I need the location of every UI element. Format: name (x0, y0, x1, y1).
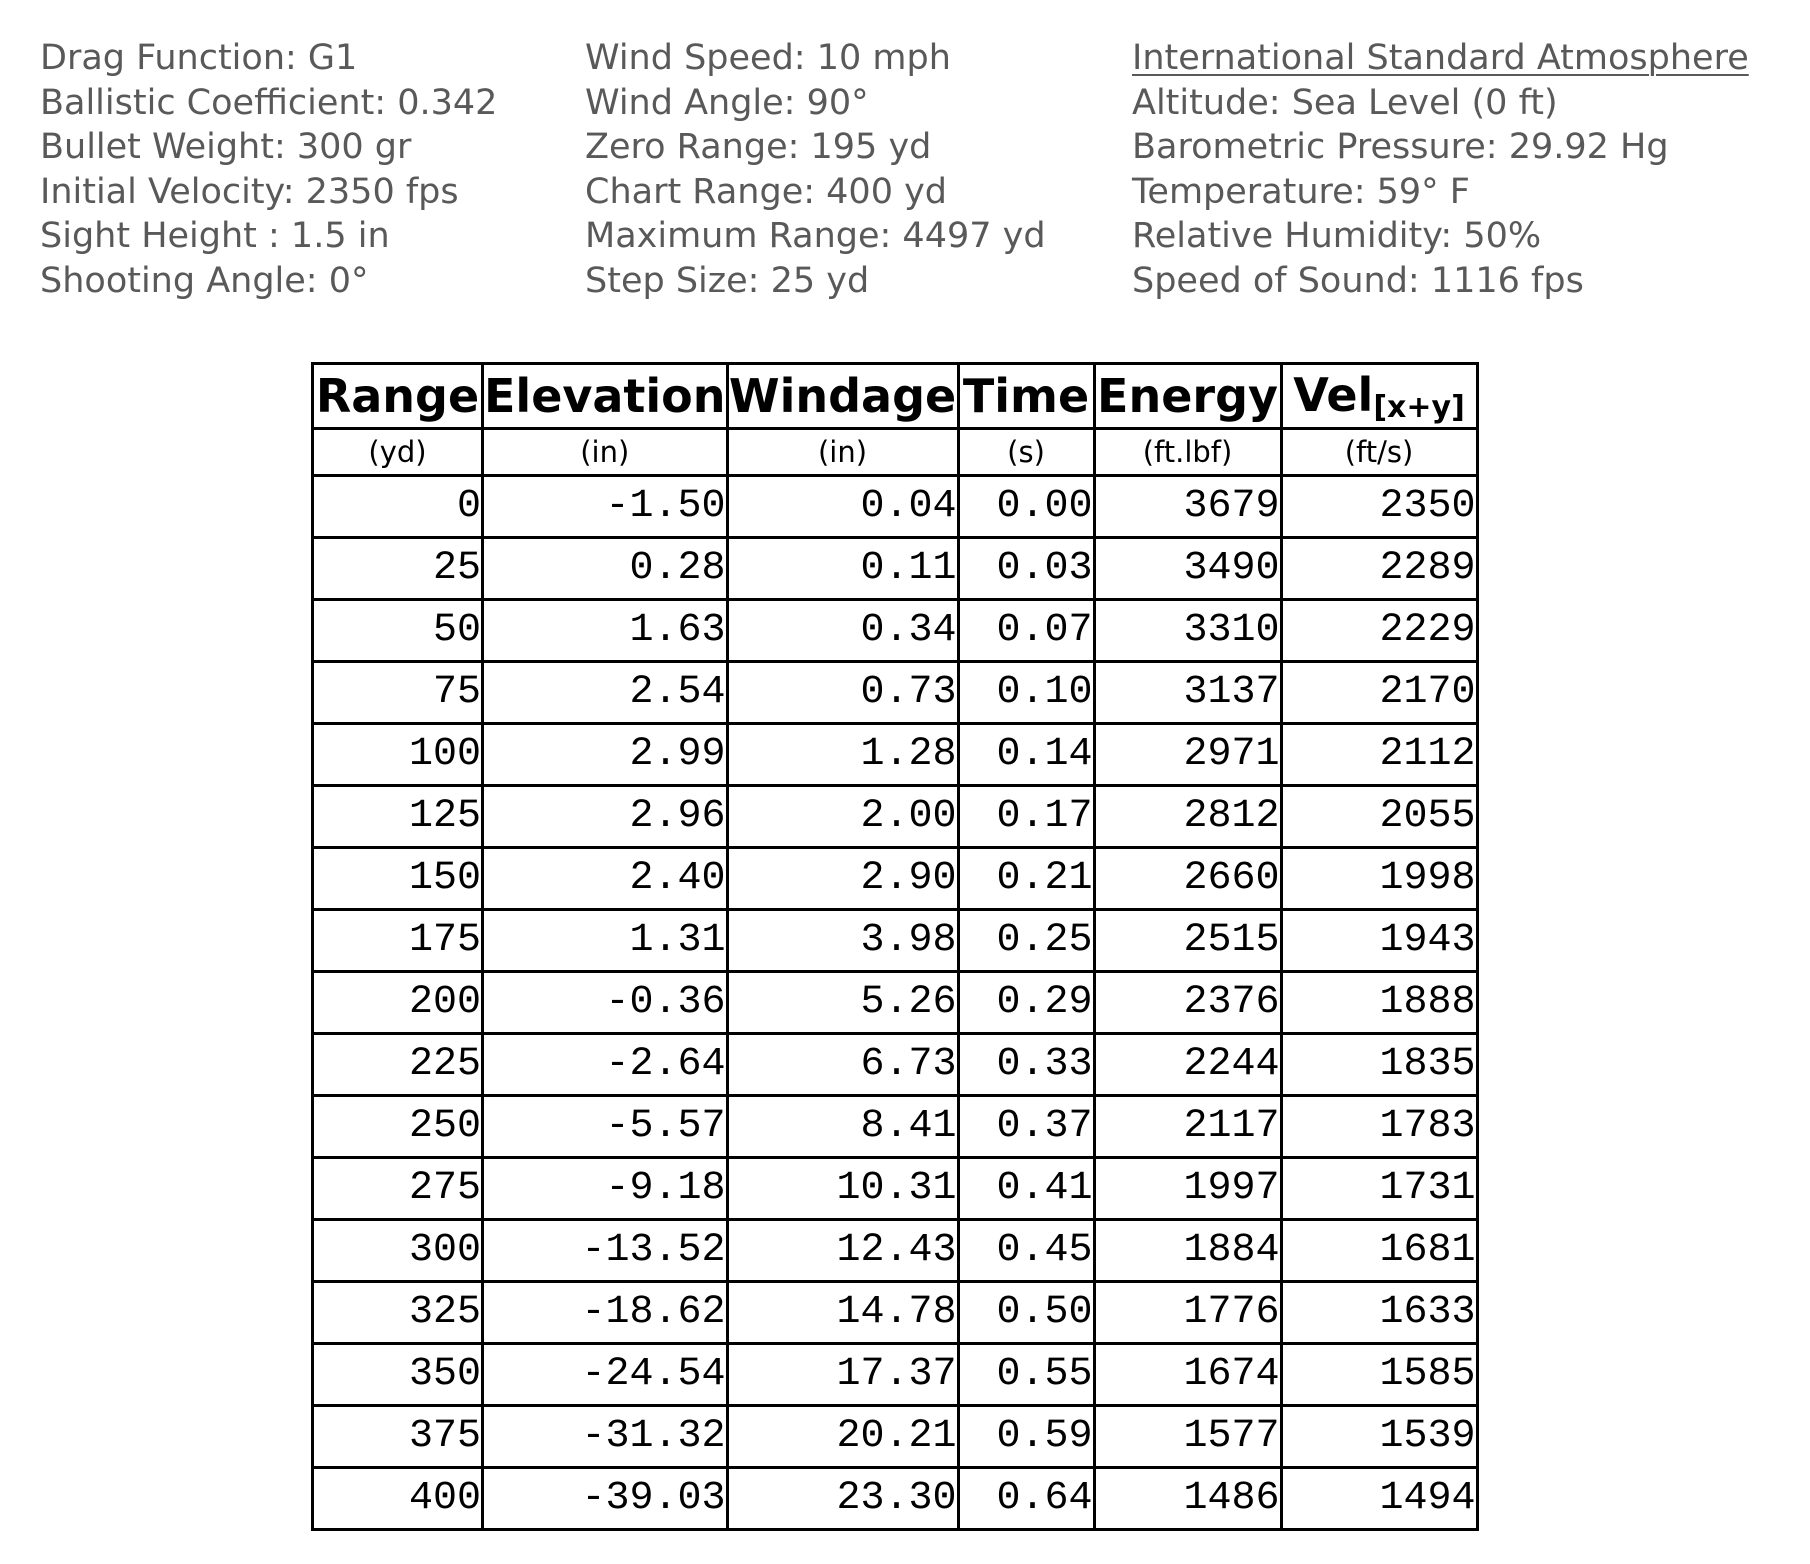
table-row (313, 662, 1478, 724)
drag-function-param: Drag Function: G1 (40, 38, 358, 78)
elevation-cell: 0.28 (483, 538, 728, 600)
velocity-cell: 1494 (1281, 1468, 1477, 1530)
table-row (313, 910, 1478, 972)
elevation-cell: -18.62 (483, 1282, 728, 1344)
elevation-cell: 1.31 (483, 910, 728, 972)
elevation-cell: -24.54 (483, 1344, 728, 1406)
windage-cell: 1.28 (727, 724, 958, 786)
table-row (313, 1406, 1478, 1468)
table-row (313, 1282, 1478, 1344)
elevation-cell: -5.57 (483, 1096, 728, 1158)
velocity-cell: 2229 (1281, 600, 1477, 662)
elevation-cell: 1.63 (483, 600, 728, 662)
unit-header-row (313, 429, 1478, 476)
windage-cell: 10.31 (727, 1158, 958, 1220)
time-cell: 0.10 (958, 662, 1094, 724)
table-row (313, 1344, 1478, 1406)
time-cell: 0.25 (958, 910, 1094, 972)
windage-cell: 14.78 (727, 1282, 958, 1344)
range-cell: 0 (313, 476, 483, 538)
elevation-cell: -1.50 (483, 476, 728, 538)
relative-humidity-param: Relative Humidity: 50% (1132, 216, 1542, 256)
windage-cell: 6.73 (727, 1034, 958, 1096)
windage-cell: 8.41 (727, 1096, 958, 1158)
energy-cell: 1674 (1094, 1344, 1281, 1406)
initial-velocity-param: Initial Velocity: 2350 fps (40, 171, 459, 212)
time-cell: 0.17 (958, 786, 1094, 848)
velocity-cell: 1539 (1281, 1406, 1477, 1468)
range-cell: 375 (313, 1406, 483, 1468)
range-cell: 225 (313, 1034, 483, 1096)
time-cell: 0.45 (958, 1220, 1094, 1282)
time-cell: 0.50 (958, 1282, 1094, 1344)
velocity-cell: 1783 (1281, 1096, 1477, 1158)
table-row (313, 1034, 1478, 1096)
range-cell: 125 (313, 786, 483, 848)
time-cell: 0.07 (958, 600, 1094, 662)
energy-cell: 3679 (1094, 476, 1281, 538)
velocity-cell: 2170 (1281, 662, 1477, 724)
elevation-cell: -31.32 (483, 1406, 728, 1468)
column-header-label: Range (315, 369, 480, 423)
time-cell: 0.29 (958, 972, 1094, 1034)
range-cell: 325 (313, 1282, 483, 1344)
column-header-subscript: [x+y] (1373, 389, 1465, 425)
velocity-cell: 1681 (1281, 1220, 1477, 1282)
time-cell: 0.64 (958, 1468, 1094, 1530)
unit-velocity: (ft/s) (1281, 429, 1477, 476)
velocity-cell: 1943 (1281, 910, 1477, 972)
windage-cell: 0.04 (727, 476, 958, 538)
elevation-cell: -0.36 (483, 972, 728, 1034)
energy-cell: 1776 (1094, 1282, 1281, 1344)
range-cell: 250 (313, 1096, 483, 1158)
elevation-cell: 2.40 (483, 848, 728, 910)
column-header-label: Energy (1097, 369, 1279, 423)
velocity-cell: 1585 (1281, 1344, 1477, 1406)
time-cell: 0.21 (958, 848, 1094, 910)
sight-height-param: Sight Height : 1.5 in (40, 216, 390, 256)
column-header-label: Vel (1293, 367, 1374, 422)
table-row (313, 1468, 1478, 1530)
ballistic-parameters (0, 36, 1810, 306)
column-header-label: Time (962, 369, 1090, 423)
column-header-velocity (1281, 364, 1477, 429)
bullet-weight-param: Bullet Weight: 300 gr (40, 127, 412, 167)
time-cell: 0.41 (958, 1158, 1094, 1220)
energy-cell: 2244 (1094, 1034, 1281, 1096)
windage-cell: 0.11 (727, 538, 958, 600)
velocity-cell: 1998 (1281, 848, 1477, 910)
velocity-cell: 1633 (1281, 1282, 1477, 1344)
energy-cell: 2971 (1094, 724, 1281, 786)
shooting-angle-param: Shooting Angle: 0° (40, 260, 369, 301)
ballistic-coefficient-param: Ballistic Coefficient: 0.342 (40, 82, 498, 123)
windage-cell: 2.00 (727, 786, 958, 848)
column-header-range (313, 364, 483, 429)
table-row (313, 476, 1478, 538)
range-cell: 400 (313, 1468, 483, 1530)
ballistics-table (311, 362, 1479, 1531)
energy-cell: 1997 (1094, 1158, 1281, 1220)
energy-cell: 2812 (1094, 786, 1281, 848)
range-cell: 300 (313, 1220, 483, 1282)
table-row (313, 1158, 1478, 1220)
speed-of-sound-param: Speed of Sound: 1116 fps (1132, 260, 1584, 301)
unit-windage: (in) (727, 429, 958, 476)
table-row (313, 1220, 1478, 1282)
unit-time: (s) (958, 429, 1094, 476)
range-cell: 75 (313, 662, 483, 724)
range-cell: 25 (313, 538, 483, 600)
time-cell: 0.14 (958, 724, 1094, 786)
maximum-range-param: Maximum Range: 4497 yd (585, 216, 1046, 256)
atmosphere-heading-link[interactable]: International Standard Atmosphere (1132, 38, 1749, 78)
chart-range-param: Chart Range: 400 yd (585, 171, 948, 212)
unit-elevation: (in) (483, 429, 728, 476)
elevation-cell: 2.96 (483, 786, 728, 848)
velocity-cell: 2350 (1281, 476, 1477, 538)
energy-cell: 3310 (1094, 600, 1281, 662)
energy-cell: 2117 (1094, 1096, 1281, 1158)
time-cell: 0.00 (958, 476, 1094, 538)
column-header-row (313, 364, 1478, 429)
elevation-cell: -13.52 (483, 1220, 728, 1282)
wind-angle-param: Wind Angle: 90° (585, 82, 869, 123)
range-cell: 50 (313, 600, 483, 662)
time-cell: 0.03 (958, 538, 1094, 600)
unit-energy: (ft.lbf) (1094, 429, 1281, 476)
column-header-windage (727, 364, 958, 429)
altitude-param: Altitude: Sea Level (0 ft) (1132, 82, 1558, 123)
energy-cell: 1577 (1094, 1406, 1281, 1468)
column-header-label: Windage (728, 369, 957, 423)
windage-cell: 17.37 (727, 1344, 958, 1406)
wind-speed-param: Wind Speed: 10 mph (585, 38, 951, 78)
range-cell: 175 (313, 910, 483, 972)
time-cell: 0.55 (958, 1344, 1094, 1406)
time-cell: 0.33 (958, 1034, 1094, 1096)
atmosphere-parameters-list (1132, 36, 1749, 303)
unit-range: (yd) (313, 429, 483, 476)
table-body (313, 476, 1478, 1530)
range-parameters-list (585, 36, 1046, 303)
velocity-cell: 2055 (1281, 786, 1477, 848)
windage-cell: 20.21 (727, 1406, 958, 1468)
column-header-time (958, 364, 1094, 429)
temperature-param: Temperature: 59° F (1132, 171, 1470, 212)
velocity-cell: 1888 (1281, 972, 1477, 1034)
table-row (313, 600, 1478, 662)
table-row (313, 724, 1478, 786)
windage-cell: 2.90 (727, 848, 958, 910)
windage-cell: 12.43 (727, 1220, 958, 1282)
range-cell: 200 (313, 972, 483, 1034)
range-cell: 150 (313, 848, 483, 910)
energy-cell: 2515 (1094, 910, 1281, 972)
range-cell: 100 (313, 724, 483, 786)
table-row (313, 786, 1478, 848)
table-row (313, 972, 1478, 1034)
column-header-label: Elevation (484, 369, 726, 423)
windage-cell: 5.26 (727, 972, 958, 1034)
elevation-cell: -9.18 (483, 1158, 728, 1220)
table-row (313, 1096, 1478, 1158)
velocity-cell: 2289 (1281, 538, 1477, 600)
barometric-pressure-param: Barometric Pressure: 29.92 Hg (1132, 127, 1669, 167)
windage-cell: 23.30 (727, 1468, 958, 1530)
column-header-elevation (483, 364, 728, 429)
windage-cell: 0.34 (727, 600, 958, 662)
energy-cell: 2660 (1094, 848, 1281, 910)
range-cell: 275 (313, 1158, 483, 1220)
velocity-cell: 2112 (1281, 724, 1477, 786)
range-cell: 350 (313, 1344, 483, 1406)
energy-cell: 3137 (1094, 662, 1281, 724)
time-cell: 0.37 (958, 1096, 1094, 1158)
energy-cell: 3490 (1094, 538, 1281, 600)
elevation-cell: -39.03 (483, 1468, 728, 1530)
step-size-param: Step Size: 25 yd (585, 260, 870, 301)
zero-range-param: Zero Range: 195 yd (585, 127, 932, 167)
windage-cell: 3.98 (727, 910, 958, 972)
elevation-cell: 2.99 (483, 724, 728, 786)
energy-cell: 2376 (1094, 972, 1281, 1034)
table-row (313, 538, 1478, 600)
elevation-cell: -2.64 (483, 1034, 728, 1096)
velocity-cell: 1731 (1281, 1158, 1477, 1220)
velocity-cell: 1835 (1281, 1034, 1477, 1096)
time-cell: 0.59 (958, 1406, 1094, 1468)
table-row (313, 848, 1478, 910)
column-header-energy (1094, 364, 1281, 429)
elevation-cell: 2.54 (483, 662, 728, 724)
bullet-parameters-list (40, 36, 497, 303)
windage-cell: 0.73 (727, 662, 958, 724)
energy-cell: 1884 (1094, 1220, 1281, 1282)
energy-cell: 1486 (1094, 1468, 1281, 1530)
